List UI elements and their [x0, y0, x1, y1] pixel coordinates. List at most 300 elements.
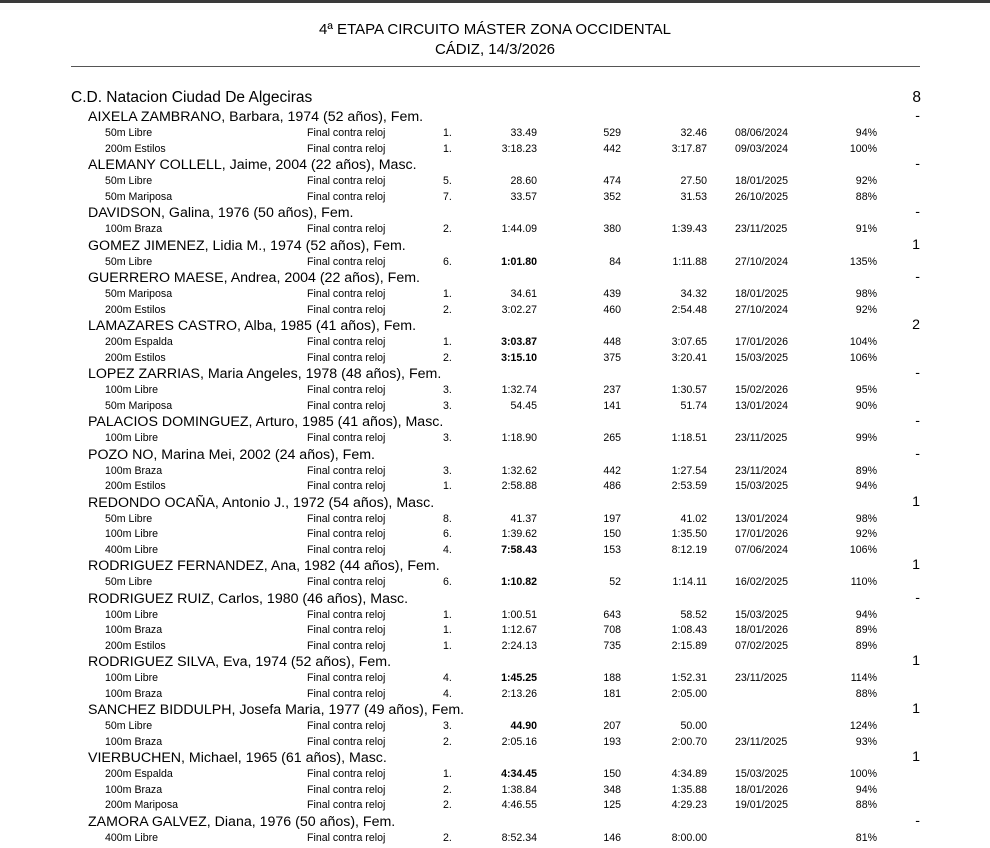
event-time: 1:32.74: [501, 384, 537, 396]
event-time: 33.49: [510, 127, 537, 139]
event-points: 735: [603, 639, 621, 652]
event-best-time: 8:00.00: [671, 831, 707, 844]
event-row: [0, 608, 990, 624]
event-best-date: 13/01/2024: [735, 399, 789, 412]
swimmer-mark: -: [915, 365, 920, 381]
event-name: 100m Braza: [105, 624, 163, 636]
event-name: 400m Libre: [105, 543, 158, 556]
event-time: 8:52.34: [501, 831, 537, 844]
event-percentage: 135%: [849, 255, 877, 268]
event-name: 100m Braza: [105, 687, 163, 700]
event-name: 200m Espalda: [105, 768, 173, 780]
swimmer-mark: 1: [912, 236, 920, 253]
event-round: Final contra reloj: [307, 480, 386, 492]
event-best-time: 27.50: [680, 175, 707, 187]
event-percentage: 91%: [855, 223, 877, 235]
event-points: 207: [603, 720, 621, 732]
swimmer-name: GOMEZ JIMENEZ, Lidia M., 1974 (52 años), Fem.: [88, 237, 406, 254]
event-row: [0, 126, 990, 142]
event-percentage: 114%: [850, 672, 877, 684]
event-percentage: 92%: [855, 528, 877, 540]
event-best-date: 27/10/2024: [735, 303, 789, 316]
swimmer-row: [0, 750, 990, 767]
swimmer-name: RODRIGUEZ FERNANDEZ, Ana, 1982 (44 años), Fem.: [88, 558, 440, 574]
event-best-time: 2:53.59: [671, 480, 707, 492]
event-round: Final contra reloj: [307, 608, 386, 621]
event-time: 2:24.13: [501, 639, 537, 652]
event-name: 50m Mariposa: [105, 190, 173, 203]
event-percentage: 88%: [855, 799, 877, 811]
event-best-date: 17/01/2026: [735, 336, 789, 348]
event-best-time: 50.00: [680, 720, 707, 732]
event-percentage: 90%: [855, 399, 877, 412]
event-best-date: 07/02/2025: [735, 639, 789, 652]
event-row: [0, 255, 990, 271]
event-time: 1:18.90: [501, 432, 537, 444]
event-place: 3.: [443, 432, 452, 444]
swimmer-name: PALACIOS DOMINGUEZ, Arturo, 1985 (41 años), Masc.: [88, 414, 444, 430]
swimmer-name: GUERRERO MAESE, Andrea, 2004 (22 años), Fem.: [88, 270, 420, 286]
event-place: 3.: [443, 464, 452, 477]
event-points: 181: [603, 687, 621, 700]
event-best-date: 18/01/2025: [735, 288, 789, 300]
event-best-time: 1:35.50: [671, 528, 707, 540]
event-points: 193: [603, 735, 621, 748]
event-time: 3:03.87: [501, 336, 537, 348]
event-row: [0, 190, 990, 206]
event-round: Final contra reloj: [307, 672, 386, 684]
event-place: 8.: [443, 512, 452, 525]
event-round: Final contra reloj: [307, 223, 386, 235]
event-place: 1.: [443, 336, 452, 348]
event-points: 486: [603, 480, 621, 492]
swimmer-mark: -: [915, 269, 920, 285]
event-name: 100m Libre: [105, 432, 158, 444]
event-place: 1.: [443, 288, 452, 300]
event-time: 1:00.51: [501, 608, 537, 621]
event-best-time: 1:27.54: [671, 464, 707, 477]
event-round: Final contra reloj: [307, 336, 386, 348]
event-points: 442: [603, 142, 621, 155]
event-round: Final contra reloj: [307, 624, 386, 636]
swimmer-mark: 1: [912, 493, 920, 510]
event-best-time: 58.52: [680, 608, 707, 621]
event-row: [0, 783, 990, 799]
event-points: 375: [603, 351, 621, 364]
event-row: [0, 142, 990, 158]
event-points: 265: [603, 432, 621, 444]
top-border: [0, 0, 990, 3]
event-place: 5.: [443, 175, 452, 187]
event-time: 3:15.10: [501, 351, 537, 364]
event-time: 1:45.25: [501, 672, 537, 684]
event-best-date: 15/02/2026: [735, 384, 789, 396]
event-percentage: 106%: [849, 543, 877, 556]
event-place: 2.: [443, 799, 452, 811]
swimmer-mark: -: [915, 156, 920, 172]
event-percentage: 100%: [849, 768, 877, 780]
event-row: [0, 174, 990, 190]
event-round: Final contra reloj: [307, 175, 386, 187]
swimmer-name: DAVIDSON, Galina, 1976 (50 años), Fem.: [88, 205, 354, 221]
event-name: 200m Mariposa: [105, 799, 179, 811]
event-percentage: 89%: [855, 464, 877, 477]
event-row: [0, 687, 990, 703]
event-round: Final contra reloj: [307, 384, 386, 396]
event-best-time: 1:35.88: [671, 783, 707, 796]
event-place: 4.: [443, 687, 452, 700]
event-row: [0, 831, 990, 847]
event-name: 100m Libre: [105, 528, 158, 540]
swimmer-row: [0, 654, 990, 671]
event-best-date: 15/03/2025: [735, 768, 789, 780]
event-place: 3.: [443, 384, 452, 396]
header-divider: [71, 66, 920, 67]
event-time: 1:01.80: [501, 255, 537, 268]
swimmer-name: RODRIGUEZ RUIZ, Carlos, 1980 (46 años), Masc.: [88, 590, 409, 607]
event-round: Final contra reloj: [307, 142, 386, 155]
event-round: Final contra reloj: [307, 543, 386, 556]
event-row: [0, 575, 990, 591]
swimmer-name: ZAMORA GALVEZ, Diana, 1976 (50 años), Fem.: [88, 813, 396, 830]
event-time: 1:10.82: [501, 576, 537, 588]
swimmer-row: [0, 814, 990, 831]
swimmer-mark: -: [915, 445, 920, 462]
event-best-time: 41.02: [680, 512, 707, 525]
event-percentage: 106%: [849, 351, 877, 364]
event-place: 6.: [443, 576, 452, 588]
event-place: 7.: [443, 190, 452, 203]
event-percentage: 124%: [849, 720, 877, 732]
event-row: [0, 351, 990, 367]
event-name: 100m Braza: [105, 735, 163, 748]
event-round: Final contra reloj: [307, 799, 386, 811]
event-percentage: 81%: [855, 831, 877, 844]
swimmer-name: AIXELA ZAMBRANO, Barbara, 1974 (52 años), Fem.: [88, 109, 424, 125]
event-best-time: 2:00.70: [671, 735, 707, 748]
swimmer-name: SANCHEZ BIDDULPH, Josefa Maria, 1977 (49 años), Fem.: [88, 702, 465, 718]
event-name: 50m Libre: [105, 127, 153, 139]
event-row: [0, 431, 990, 447]
event-place: 2.: [443, 783, 452, 796]
event-best-date: 18/01/2025: [735, 175, 789, 187]
event-percentage: 100%: [849, 142, 877, 155]
event-round: Final contra reloj: [307, 303, 386, 316]
event-best-date: 17/01/2026: [735, 528, 789, 540]
event-place: 2.: [443, 351, 452, 364]
event-row: [0, 798, 990, 814]
event-points: 348: [603, 783, 621, 796]
event-best-time: 1:14.11: [672, 576, 707, 588]
document-title: 4ª ETAPA CIRCUITO MÁSTER ZONA OCCIDENTAL: [319, 21, 671, 38]
event-place: 4.: [443, 672, 452, 684]
event-points: 150: [603, 528, 621, 540]
event-best-date: 16/02/2025: [735, 576, 789, 588]
swimmer-row: [0, 157, 990, 174]
event-place: 1.: [443, 127, 452, 139]
swimmer-row: [0, 366, 990, 383]
swimmer-name: POZO NO, Marina Mei, 2002 (24 años), Fem.: [88, 446, 375, 463]
event-points: 474: [603, 175, 621, 187]
swimmer-row: [0, 591, 990, 608]
event-time: 41.37: [510, 512, 537, 525]
swimmer-mark: -: [915, 108, 920, 124]
event-row: [0, 479, 990, 495]
event-points: 643: [603, 608, 621, 621]
event-percentage: 95%: [855, 384, 877, 396]
event-place: 1.: [443, 480, 452, 492]
event-place: 6.: [443, 528, 452, 540]
event-round: Final contra reloj: [307, 783, 386, 796]
event-time: 28.60: [510, 175, 537, 187]
swimmer-name: RODRIGUEZ SILVA, Eva, 1974 (52 años), Fem.: [88, 654, 392, 670]
event-best-time: 1:30.57: [671, 384, 707, 396]
event-name: 100m Libre: [105, 608, 158, 621]
event-best-date: 18/01/2026: [735, 624, 789, 636]
event-points: 141: [603, 399, 621, 412]
event-name: 200m Estilos: [105, 639, 166, 652]
event-round: Final contra reloj: [307, 399, 386, 412]
event-round: Final contra reloj: [307, 351, 386, 364]
event-percentage: 98%: [855, 288, 877, 300]
event-best-time: 32.46: [680, 127, 707, 139]
event-row: [0, 527, 990, 543]
swimmer-mark: -: [915, 204, 920, 220]
event-time: 1:44.09: [501, 223, 537, 235]
event-percentage: 104%: [849, 336, 877, 348]
swimmer-name: REDONDO OCAÑA, Antonio J., 1972 (54 años), Masc.: [88, 494, 435, 511]
event-best-date: 23/11/2024: [735, 464, 788, 477]
event-place: 1.: [443, 624, 452, 636]
event-time: 4:34.45: [501, 768, 537, 780]
event-time: 2:05.16: [501, 735, 537, 748]
event-row: [0, 767, 990, 783]
event-name: 50m Libre: [105, 175, 153, 187]
swimmer-list: [0, 109, 990, 846]
event-row: [0, 287, 990, 303]
event-round: Final contra reloj: [307, 255, 386, 268]
event-time: 54.45: [510, 399, 537, 412]
event-time: 2:58.88: [501, 480, 537, 492]
event-row: [0, 512, 990, 528]
swimmer-mark: -: [915, 413, 920, 429]
swimmer-mark: 1: [912, 653, 920, 669]
event-percentage: 94%: [855, 783, 877, 796]
event-time: 4:46.55: [501, 799, 537, 811]
swimmer-name: ALEMANY COLLELL, Jaime, 2004 (22 años), Masc.: [88, 157, 417, 173]
event-name: 50m Libre: [105, 255, 153, 268]
event-round: Final contra reloj: [307, 190, 386, 203]
event-time: 1:32.62: [501, 464, 537, 477]
event-place: 2.: [443, 735, 452, 748]
event-best-date: 23/11/2025: [735, 223, 788, 235]
event-time: 3:18.23: [501, 142, 537, 155]
event-percentage: 94%: [855, 480, 877, 492]
event-name: 100m Braza: [105, 783, 163, 796]
event-best-time: 3:17.87: [671, 142, 707, 155]
event-time: 1:39.62: [501, 528, 537, 540]
event-best-date: 23/11/2025: [735, 672, 788, 684]
swimmer-mark: 1: [912, 557, 920, 573]
event-place: 2.: [443, 831, 452, 844]
event-points: 52: [609, 576, 621, 588]
event-place: 1.: [443, 608, 452, 621]
event-best-time: 3:20.41: [671, 351, 707, 364]
event-best-time: 1:08.43: [671, 624, 707, 636]
swimmer-mark: 2: [912, 317, 920, 333]
event-percentage: 88%: [855, 687, 877, 700]
event-best-time: 2:54.48: [671, 303, 707, 316]
event-name: 200m Estilos: [105, 351, 166, 364]
event-place: 3.: [443, 720, 452, 732]
event-row: [0, 639, 990, 655]
event-name: 200m Estilos: [105, 142, 166, 155]
event-percentage: 99%: [855, 432, 877, 444]
swimmer-row: [0, 414, 990, 431]
event-name: 100m Libre: [105, 672, 158, 684]
swimmer-mark: 1: [912, 749, 920, 765]
event-round: Final contra reloj: [307, 528, 386, 540]
event-points: 153: [603, 543, 621, 556]
event-round: Final contra reloj: [307, 576, 386, 588]
event-name: 100m Braza: [105, 464, 163, 477]
event-points: 150: [603, 768, 621, 780]
event-place: 6.: [443, 255, 452, 268]
event-round: Final contra reloj: [307, 512, 386, 525]
swimmer-row: [0, 702, 990, 719]
event-round: Final contra reloj: [307, 768, 386, 780]
event-best-date: 15/03/2025: [735, 351, 789, 364]
event-time: 1:38.84: [501, 783, 537, 796]
event-points: 352: [603, 190, 621, 203]
event-points: 529: [603, 127, 621, 139]
event-place: 2.: [443, 303, 452, 316]
event-best-time: 1:39.43: [671, 223, 707, 235]
event-best-date: 18/01/2026: [735, 783, 789, 796]
event-points: 708: [603, 624, 621, 636]
event-name: 200m Estilos: [105, 303, 166, 316]
event-name: 50m Mariposa: [105, 399, 173, 412]
event-points: 448: [603, 336, 621, 348]
event-percentage: 89%: [855, 639, 877, 652]
event-percentage: 98%: [855, 512, 877, 525]
event-round: Final contra reloj: [307, 735, 386, 748]
event-row: [0, 464, 990, 480]
event-row: [0, 671, 990, 687]
event-name: 50m Libre: [105, 720, 153, 732]
event-best-date: 09/03/2024: [735, 142, 789, 155]
event-points: 380: [603, 223, 621, 235]
event-name: 50m Libre: [105, 512, 153, 525]
event-best-date: 19/01/2025: [735, 799, 789, 811]
swimmer-row: [0, 270, 990, 287]
event-points: 439: [603, 288, 621, 300]
event-row: [0, 543, 990, 559]
event-best-date: 26/10/2025: [735, 190, 789, 203]
event-best-date: 15/03/2025: [735, 608, 789, 621]
swimmer-row: [0, 238, 990, 255]
event-name: 400m Libre: [105, 831, 158, 844]
event-row: [0, 335, 990, 351]
event-best-date: 23/11/2025: [735, 432, 788, 444]
event-best-time: 34.32: [680, 288, 707, 300]
event-best-date: 27/10/2024: [735, 255, 789, 268]
event-percentage: 92%: [855, 175, 877, 187]
event-best-date: 08/06/2024: [735, 127, 789, 139]
event-place: 2.: [443, 223, 452, 235]
event-points: 197: [603, 512, 621, 525]
event-time: 7:58.43: [501, 543, 537, 556]
event-place: 3.: [443, 399, 452, 412]
swimmer-mark: -: [915, 812, 920, 829]
event-round: Final contra reloj: [307, 288, 386, 300]
event-place: 1.: [443, 639, 452, 652]
event-round: Final contra reloj: [307, 464, 386, 477]
event-points: 237: [603, 384, 621, 396]
event-best-time: 2:05.00: [671, 687, 707, 700]
swimmer-row: [0, 558, 990, 575]
event-points: 460: [603, 303, 621, 316]
event-row: [0, 623, 990, 639]
event-percentage: 88%: [855, 190, 877, 203]
event-best-date: 15/03/2025: [735, 480, 789, 492]
event-percentage: 89%: [855, 624, 877, 636]
event-percentage: 93%: [855, 735, 877, 748]
event-name: 200m Espalda: [105, 336, 173, 348]
document-subtitle: CÁDIZ, 14/3/2026: [434, 41, 556, 58]
event-name: 200m Estilos: [105, 480, 166, 492]
event-row: [0, 303, 990, 319]
event-time: 1:12.67: [501, 624, 537, 636]
event-name: 100m Libre: [105, 384, 158, 396]
event-best-date: 23/11/2025: [735, 735, 788, 748]
event-best-time: 2:15.89: [671, 639, 707, 652]
swimmer-row: [0, 318, 990, 335]
swimmer-row: [0, 109, 990, 126]
swimmer-mark: -: [915, 589, 920, 606]
swimmer-name: VIERBUCHEN, Michael, 1965 (61 años), Masc.: [88, 750, 387, 766]
event-percentage: 94%: [855, 608, 877, 621]
swimmer-row: [0, 495, 990, 512]
swimmer-name: LAMAZARES CASTRO, Alba, 1985 (41 años), Fem.: [88, 318, 417, 334]
event-time: 33.57: [510, 190, 537, 203]
event-row: [0, 735, 990, 751]
event-best-time: 3:07.65: [671, 336, 707, 348]
event-time: 2:13.26: [501, 687, 537, 700]
event-best-date: 13/01/2024: [735, 512, 789, 525]
event-percentage: 94%: [855, 127, 877, 139]
event-percentage: 110%: [850, 576, 877, 588]
event-round: Final contra reloj: [307, 432, 386, 444]
club-name: C.D. Natacion Ciudad De Algeciras: [71, 89, 313, 106]
event-best-time: 8:12.19: [671, 543, 707, 556]
swimmer-mark: 1: [912, 701, 920, 717]
swimmer-row: [0, 205, 990, 222]
event-round: Final contra reloj: [307, 687, 386, 700]
event-best-time: 51.74: [680, 399, 707, 412]
event-points: 442: [603, 464, 621, 477]
event-best-time: 4:34.89: [671, 768, 707, 780]
club-header: [71, 89, 921, 109]
event-points: 188: [603, 672, 621, 684]
event-row: [0, 383, 990, 399]
event-best-time: 4:29.23: [671, 799, 707, 811]
swimmer-name: LOPEZ ZARRIAS, Maria Angeles, 1978 (48 años), Fem.: [88, 366, 442, 382]
event-round: Final contra reloj: [307, 127, 386, 139]
event-best-time: 1:52.31: [671, 672, 707, 684]
event-best-date: 07/06/2024: [735, 543, 789, 556]
event-name: 100m Braza: [105, 223, 163, 235]
